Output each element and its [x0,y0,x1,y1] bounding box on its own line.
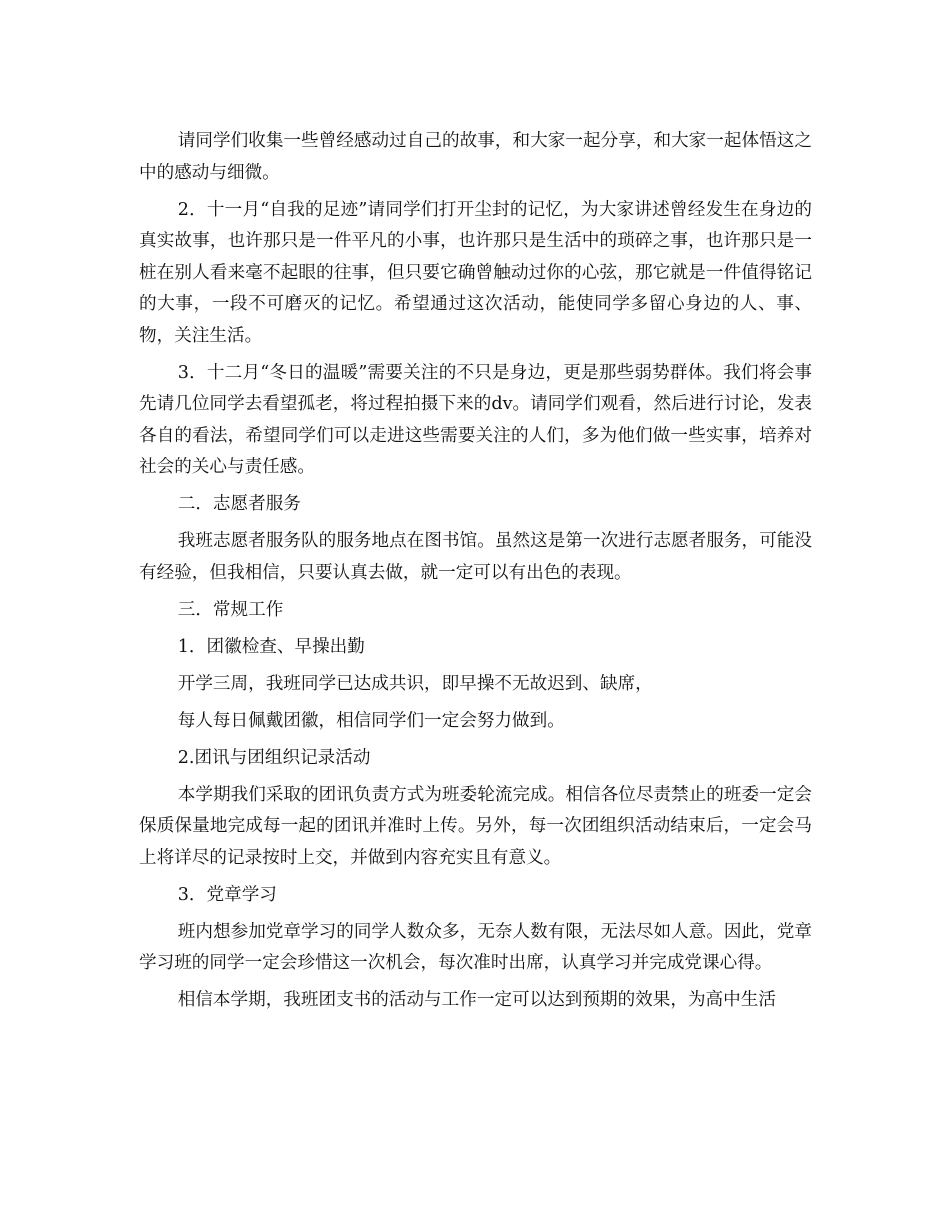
subheading-badge-check: 1．团徽检查、早操出勤 [177,636,365,657]
paragraph-party-study: 班内想参加党章学习的同学人数众多，无奈人数有限，无法尽如人意。因此，党章学习班的同学一定会珍惜这一次机会，每次准时出席，认真学习并完成党课心得。 [139,921,812,973]
paragraph-league-news: 本学期我们采取的团讯负责方式为班委轮流完成。相信各位尽责禁止的班委一定会保质保量地完成每一起的团讯并准时上传。另外，每一次团组织活动结束后，一定会马上将详尽的记录按时上交，并做到内容充实且有意义。 [139,784,812,868]
subheading-league-news: 2.团讯与团组织记录活动 [177,747,371,768]
document-body [139,126,812,1017]
paragraph-conclusion: 相信本学期，我班团支书的活动与工作一定可以达到预期的效果，为高中生活 [177,990,776,1010]
subheading-party-study: 3．党章学习 [177,884,277,905]
paragraph-volunteer: 我班志愿者服务队的服务地点在图书馆。虽然这是第一次进行志愿者服务，可能没有经验，但我相信，只要认真去做，就一定可以有出色的表现。 [139,531,812,583]
paragraph-intro: 请同学们收集一些曾经感动过自己的故事，和大家一起分享，和大家一起体悟这之中的感动与细微。 [139,131,812,183]
paragraph-december-activity: 3．十二月“冬日的温暖”需要关注的不只是身边，更是那些弱势群体。我们将会事先请几位同学去看望孤老，将过程拍摄下来的dv。请同学们观看，然后进行讨论，发表各自的看法，希望同学们可以走进这些需要关注的人们，多为他们做一些实事，培养对社会的关心与责任感。 [139,362,812,477]
section-heading-routine: 三．常规工作 [177,599,284,620]
paragraph-badge: 每人每日佩戴团徽，相信同学们一定会努力做到。 [177,710,565,731]
section-heading-volunteer: 二．志愿者服务 [177,494,301,514]
paragraph-november-activity: 2．十一月“自我的足迹”请同学们打开尘封的记忆，为大家讲述曾经发生在身边的真实故事，也许那只是一件平凡的小事，也许那只是生活中的琐碎之事，也许那只是一桩在别人看来毫不起眼的往事，但只要它确曾触动过你的心弦，那它就是一件值得铭记的大事，一段不可磨灭的记忆。希望通过这次活动，能使同学多留心身边的人、事、物，关注生活。 [139,199,812,346]
paragraph-attendance: 开学三周，我班同学已达成共识，即早操不无故迟到、缺席， [177,673,653,694]
